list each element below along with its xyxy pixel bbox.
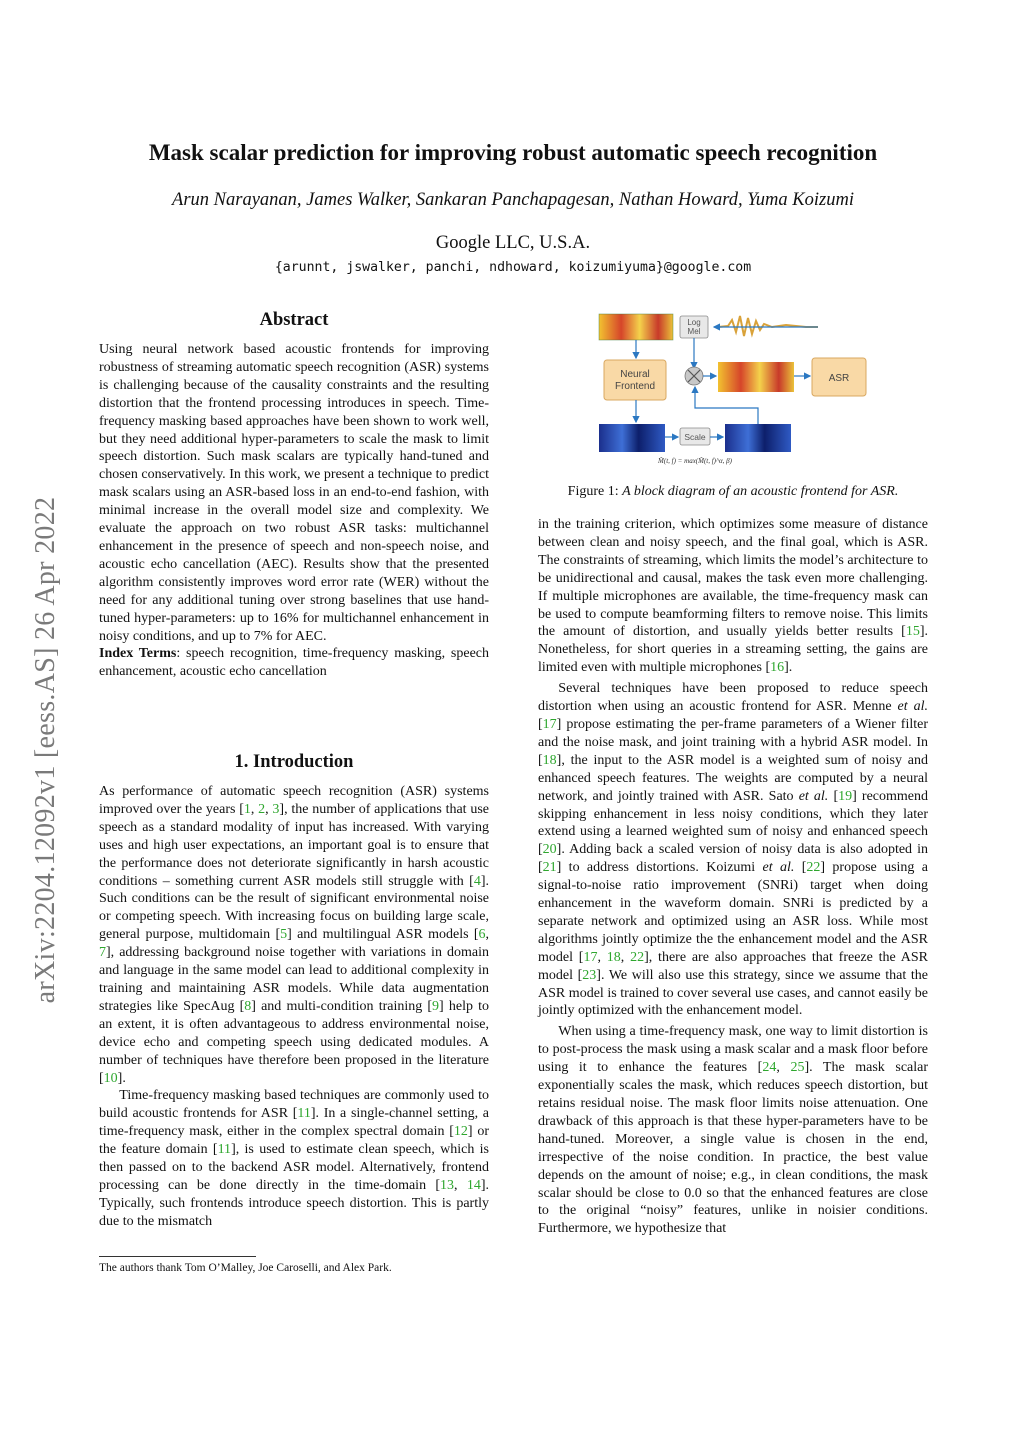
- footnote: The authors thank Tom O’Malley, Joe Caroselli, and Alex Park.: [99, 1262, 392, 1274]
- citation-link[interactable]: 1: [243, 801, 251, 817]
- noisy-spectrogram: [599, 314, 673, 340]
- abstract-body: Using neural network based acoustic frontends for improving robustness of streaming automatic speech recognition (ASR) systems is challenging because of the causality constraints and the resulting distortion that the frontend processing introduces in speech. Time-frequency masking based approaches have been shown to work well, but they need additional hyper-parameters to scale the mask to limit speech distortion. Such mask scalars are typically hand-tuned and chosen conservatively. In this work, we present a technique to predict mask scalars using an ASR-based loss in an end-to-end fashion, with minimal increase in the overall model size and complexity. We evaluate the approach on two robust ASR tasks: multichannel enhancement in the presence of speech and non-speech noise, and acoustic echo cancellation (AEC). Results show that the presented algorithm consistently improves word error rate (WER) without the need for any additional tuning over strong baselines that use hand-tuned hyper-parameters: up to 16% for multichannel enhancement in noisy conditions, and up to 7% for AEC.: [99, 342, 489, 644]
- intro-paragraph-2-end: in the training criterion, which optimizes some measure of distance between clean and noisy speech, and the final goal, which is ASR. The constraints of streaming, which limits the model’s architecture to be unidirectional and causal, makes the task even more challenging. If multiple microphones are available, the time-frequency mask can be used to compute beamforming filters to remove noise. This limits the amount of distortion, and usually yields better results [15]. Nonetheless, for short queries in a streaming setting, the gains are limited even with multiple microphones [16].: [538, 517, 928, 676]
- citation-link[interactable]: 13: [440, 1177, 455, 1193]
- citation-link[interactable]: 16: [770, 660, 785, 676]
- asr-label: ASR: [828, 373, 850, 384]
- mask-formula: M̂(t, f) = max(M̂(t, f)^α, β): [658, 457, 732, 465]
- emphasis: et al.: [897, 699, 928, 715]
- neural-frontend-label-1: Neural: [620, 369, 650, 380]
- index-terms: [99, 645, 489, 681]
- citation-link[interactable]: 19: [838, 788, 853, 804]
- index-terms-text: : speech recognition, time-frequency masking, speech enhancement, acoustic echo cancellation: [99, 646, 490, 680]
- citation-link[interactable]: 22: [630, 949, 645, 965]
- left-column: [99, 341, 489, 681]
- index-terms-label: Index Terms: [99, 646, 177, 662]
- citation-link[interactable]: 11: [297, 1106, 311, 1122]
- figure-caption: [538, 484, 928, 500]
- intro-paragraph-4: When using a time-frequency mask, one way to limit distortion is to post-process the mask using a mask scalar and a mask floor before using it to enhance the features [24, 25]. The mask scalar exponentially scales the mask, which reduces speech distortion, but retains residual noise. The mask floor limits noise attenuation. One drawback of this approach is that these hyper-parameters have to be hand-tuned. Moreover, a single value is chosen in the end, irrespective of the noise condition. In practice, the best value depends on the amount of noise; e.g., in clean conditions, the mask scalar should be close to 0.0 so that the enhanced features are close to the original “noisy” features, unlike in noisier conditions. Furthermore, we hypothesize that: [538, 1024, 929, 1237]
- affiliation: Google LLC, U.S.A.: [435, 233, 591, 253]
- citation-link[interactable]: 21: [542, 860, 557, 876]
- citation-link[interactable]: 7: [99, 945, 106, 961]
- scaled-mask-spectrogram: [725, 424, 791, 452]
- author-emails: {arunnt, jswalker, panchi, ndhoward, koizumiyuma}@google.com: [274, 260, 752, 275]
- enhanced-spectrogram: [718, 362, 794, 392]
- citation-link[interactable]: 9: [432, 998, 440, 1014]
- intro-paragraph-1: As performance of automatic speech recognition (ASR) systems improved over the years [1, 2, 3], the number of applications that use speech as a standard modality of input has increased. With varying uses and high user expectations, an important goal is to ensure that the performance does not deteriorate significantly in harsh acoustic conditions – something current ASR models still struggle with [4]. Such conditions can be the result of significant environmental noise or competing speech. With increasing focus on building large scale, general purpose, multidomain [5] and multilingual ASR models [6, 7], addressing background noise together with variations in domain and language in the same model can lead to additional complexity in training and maintaining ASR models. While data augmentation strategies like SpecAug [8] and multi-condition training [9] help to an extent, it is often advantageous to address environmental noise, device echo and competing speech using dedicated modules. A number of techniques have therefore been proposed in the literature [10].: [99, 784, 489, 1086]
- scale-label: Scale: [684, 432, 706, 442]
- author-list: Arun Narayanan, James Walker, Sankaran Panchapagesan, Nathan Howard, Yuma Koizumi: [172, 190, 854, 210]
- abstract-heading: Abstract: [259, 310, 329, 330]
- citation-link[interactable]: 8: [244, 998, 252, 1014]
- log-mel-label-1: Log: [687, 318, 701, 327]
- citation-link[interactable]: 18: [606, 949, 621, 965]
- citation-link[interactable]: 11: [217, 1142, 232, 1158]
- citation-link[interactable]: 12: [453, 1124, 468, 1140]
- footnote-rule: [99, 1256, 256, 1257]
- citation-link[interactable]: 20: [542, 842, 557, 858]
- intro-paragraph-2-start: Time-frequency masking based techniques are commonly used to build acoustic frontends for ASR [11]. In a single-channel setting, a time-frequency mask, either in the complex spectral domain [12] or the feature domain [11], is used to estimate clean speech, which is then passed on to the backend ASR model. Alternatively, frontend processing can be done directly in the time-domain [13, 14]. Typically, such frontends introduce speech distortion. This is partly due to the mismatch: [99, 1088, 489, 1229]
- citation-link[interactable]: 2: [258, 801, 266, 817]
- intro-paragraph-3: Several techniques have been proposed to reduce speech distortion when using an acoustic frontend for ASR. Menne et al. [17] propose estimating the per-frame parameters of a Wiener filter and the noise mask, and joint training with a hybrid ASR model. In [18], the input to the ASR model is a weighted sum of noisy and enhanced speech features. The weights are computed by a neural network, and jointly trained with ASR. Sato et al. [19] recommend skipping enhancement in less noisy conditions, which they later extend using a learned weighted sum of noisy and enhanced speech [20]. Adding back a scaled version of noisy data is also adopted in [21] to address distortions. Koizumi et al. [22] propose using a signal-to-noise ratio improvement (SNRi) target when doing enhancement in the waveform domain. SNRi is predicted by a separate network and optimized using an ASR loss. While most algorithms jointly optimize the the enhancement model and the ASR model [17, 18, 22], there are also approaches that freeze the ASR model [23]. We will also use this strategy, since we assume that the ASR model is trained to cover several use cases, and cannot easily be jointly optimized with the enhancement model.: [538, 681, 929, 1019]
- waveform-icon: [718, 316, 818, 336]
- citation-link[interactable]: 4: [473, 873, 481, 889]
- log-mel-label-2: Mel: [687, 327, 701, 336]
- emphasis: et al.: [798, 788, 829, 804]
- figure-caption-prefix: Figure 1:: [567, 484, 623, 499]
- citation-link[interactable]: 17: [583, 949, 598, 965]
- citation-link[interactable]: 24: [762, 1060, 777, 1076]
- citation-link[interactable]: 22: [806, 860, 821, 876]
- citation-link[interactable]: 23: [582, 967, 597, 983]
- mask-spectrogram: [599, 424, 665, 452]
- citation-link[interactable]: 5: [280, 927, 288, 943]
- introduction-heading: 1. Introduction: [234, 752, 354, 772]
- emphasis: et al.: [762, 860, 795, 876]
- citation-link[interactable]: 10: [103, 1070, 118, 1086]
- citation-link[interactable]: 18: [542, 752, 557, 768]
- citation-link[interactable]: 25: [790, 1060, 805, 1076]
- introduction-left-column: [99, 783, 489, 1231]
- citation-link[interactable]: 3: [272, 801, 280, 817]
- frontend-block-diagram: [596, 310, 872, 470]
- figure-caption-text: A block diagram of an acoustic frontend for ASR.: [622, 484, 899, 499]
- citation-link[interactable]: 14: [466, 1177, 481, 1193]
- neural-frontend-label-2: Frontend: [614, 381, 656, 392]
- citation-link[interactable]: 15: [905, 624, 920, 640]
- arxiv-side-identifier: arXiv:2204.12092v1 [eess.AS] 26 Apr 2022: [30, 496, 61, 1004]
- citation-link[interactable]: 17: [542, 716, 557, 732]
- right-column: [538, 516, 928, 1238]
- paper-title: Mask scalar prediction for improving robust automatic speech recognition: [148, 140, 878, 165]
- neural-frontend-box: [604, 360, 666, 400]
- citation-link[interactable]: 6: [478, 927, 486, 943]
